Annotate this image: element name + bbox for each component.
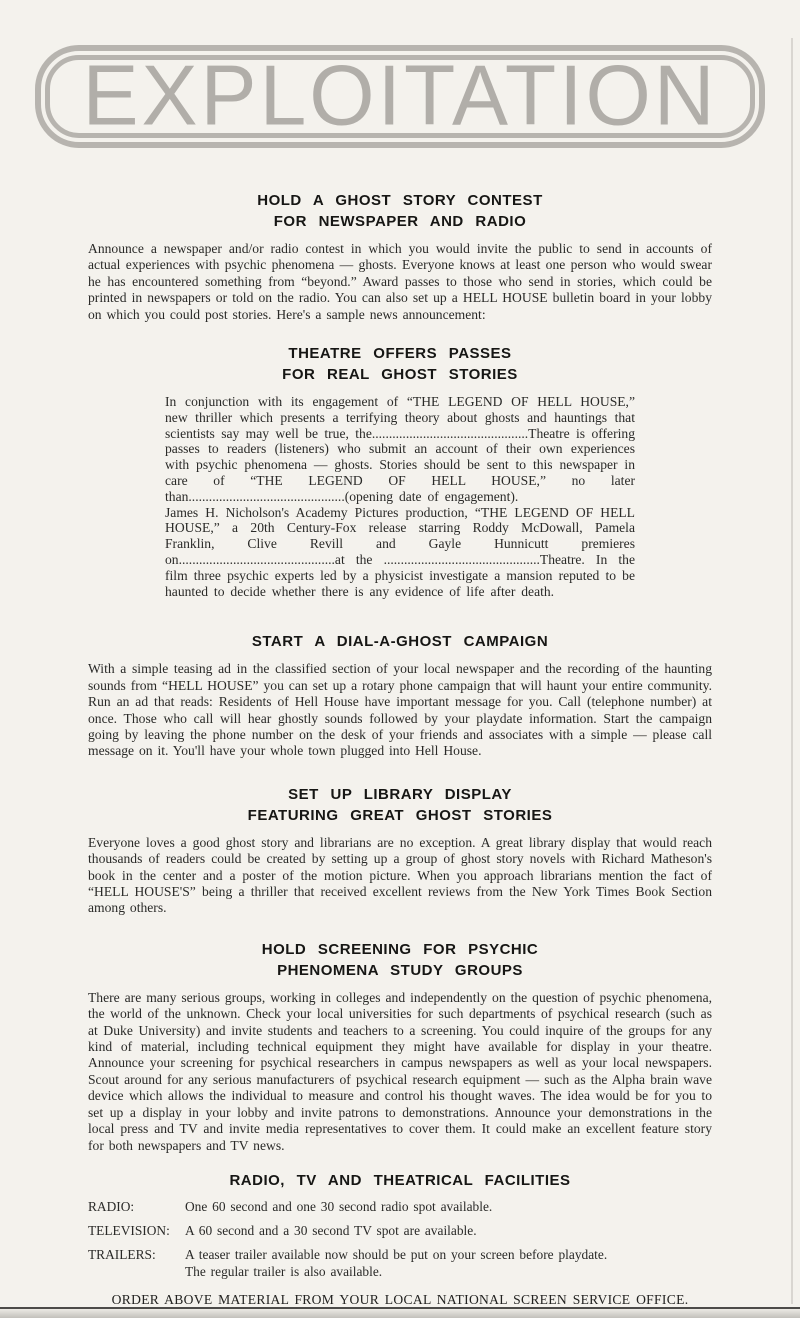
section-heading [88,784,712,826]
section-library-display [88,784,712,917]
facility-line: A 60 second and a 30 second TV spot are available. [185,1222,477,1238]
scan-edge-right [791,38,793,1304]
scan-edge-bottom-strip [0,1309,800,1318]
section-heading [88,939,712,981]
facility-label: TRAILERS: [88,1246,156,1262]
heading-line-1: THEATRE OFFERS PASSES [288,345,512,363]
section-ghost-story-contest [88,190,712,323]
facility-line: One 60 second and one 30 second radio spot available. [185,1198,493,1214]
heading-line-1: START A DIAL-A-GHOST CAMPAIGN [251,633,549,651]
facility-row-radio [88,1198,712,1215]
section-body: Everyone loves a good ghost story and librarians are no exception. A great library display that would reach thousands of readers could be created by setting up a group of ghost story novels with Richard Matheson's book in the center and a poster of the motion picture. When you approach librarians mention the fact of “HELL HOUSE'S” being a thriller that received excellent reviews from the New York Times Book Section among others. [88,834,712,916]
sample-announcement-body: In conjunction with its engagement of “THE LEGEND OF HELL HOUSE,” new thriller which presents a terrifying theory about ghosts and hauntings that scientists say may well be true, the..............................................Theatre is offering passes to readers (listeners) who submit an account of their own experiences with psychic phenomena — ghosts. Stories should be sent to this newspaper in care of “THE LEGEND OF HELL HOUSE,” no later than..............................................(opening date of engagement). James H. Nicholson's Academy Pictures production, “THE LEGEND OF HELL HOUSE,” a 20th Century-Fox release starring Roddy McDowall, Pamela Franklin, Clive Revill and Gayle Hunnicutt premieres on..............................................at the ..............................................Theatre. In the film three psychic experts led by a physicist investigate a mansion reputed to be haunted to decide whether there is any evidence of life after death. [165,394,635,599]
heading-line-1: SET UP LIBRARY DISPLAY [288,785,512,803]
section-facilities [88,1170,712,1308]
facility-row-trailers [88,1246,712,1280]
facility-line: A teaser trailer available now should be put on your screen before playdate. [185,1246,608,1262]
facility-value [185,1222,712,1239]
heading-line-2: FEATURING GREAT GHOST STORIES [247,806,553,824]
section-dial-a-ghost [88,631,712,759]
facility-label: RADIO: [88,1198,135,1214]
section-psychic-screening [88,939,712,1154]
facility-value [185,1198,712,1215]
exploitation-banner-frame [35,45,765,148]
order-material-footer: ORDER ABOVE MATERIAL FROM YOUR LOCAL NATIONAL SCREEN SERVICE OFFICE. [111,1291,689,1307]
facility-line: The regular trailer is also available. [185,1263,383,1279]
section-body: Announce a newspaper and/or radio contest in which you would invite the public to send in accounts of actual experiences with psychic phenomena — ghosts. Everyone knows at least one person who would swear he has encountered something from “beyond.” Award passes to those who send in stories, which could be printed in newspapers or told on the radio. You can also set up a HELL HOUSE bulletin board in your lobby on which you could post stories. Here's a sample news announcement: [88,241,712,322]
facility-row-television [88,1222,712,1239]
heading-line-2: FOR REAL GHOST STORIES [282,366,518,384]
page-content [88,190,712,1308]
heading-line-2: PHENOMENA STUDY GROUPS [277,961,523,979]
section-heading [88,343,712,385]
section-heading [88,190,712,232]
heading-line-1: HOLD A GHOST STORY CONTEST [257,192,543,209]
heading-line-2: FOR NEWSPAPER AND RADIO [273,213,527,230]
facilities-heading: RADIO, TV AND THEATRICAL FACILITIES [229,1171,571,1189]
section-theatre-offers-passes [88,343,712,599]
section-body: With a simple teasing ad in the classified section of your local newspaper and the recording of the haunting sounds from “HELL HOUSE” you can set up a rotary phone campaign that will haunt your entire community. Run an ad that reads: Residents of Hell House have important message for you. Call (telephone number) at once. Those who call will hear ghostly sounds followed by your playdate information. Start the campaign going by leaving the phone number on the desk of your friends and associates with a simple — please call message on it. You'll have your whole town plugged into Hell House. [88,661,712,759]
heading-line-1: HOLD SCREENING FOR PSYCHIC [261,940,539,958]
facility-label: TELEVISION: [88,1222,170,1238]
facility-value [185,1246,712,1280]
exploitation-banner-title: EXPLOITATION [82,55,718,138]
section-body: There are many serious groups, working in colleges and independently on the question of psychic phenomena, the world of the unknown. Check your local universities for such departments of psychical research (such as at Duke University) and invite students and teachers to a screening. You could inquire of the groups for any kind of material, including technical equipment they might have available for display in your theatre. Announce your screening for psychical researchers in campus newspapers as well as your local newspapers. Scout around for any serious manufacturers of psychical research equipment — such as the Alpha brain wave device which allows the individual to measure and control his thought waves. The idea would be for you to set up a display in your lobby and invite patrons to demonstrations. Announce your demonstrations in the local press and TV and invite media representatives to cover them. It could make an excellent feature story for both newspapers and TV news. [88,989,712,1153]
section-heading [88,631,712,652]
exploitation-banner-inner-frame [45,55,755,138]
